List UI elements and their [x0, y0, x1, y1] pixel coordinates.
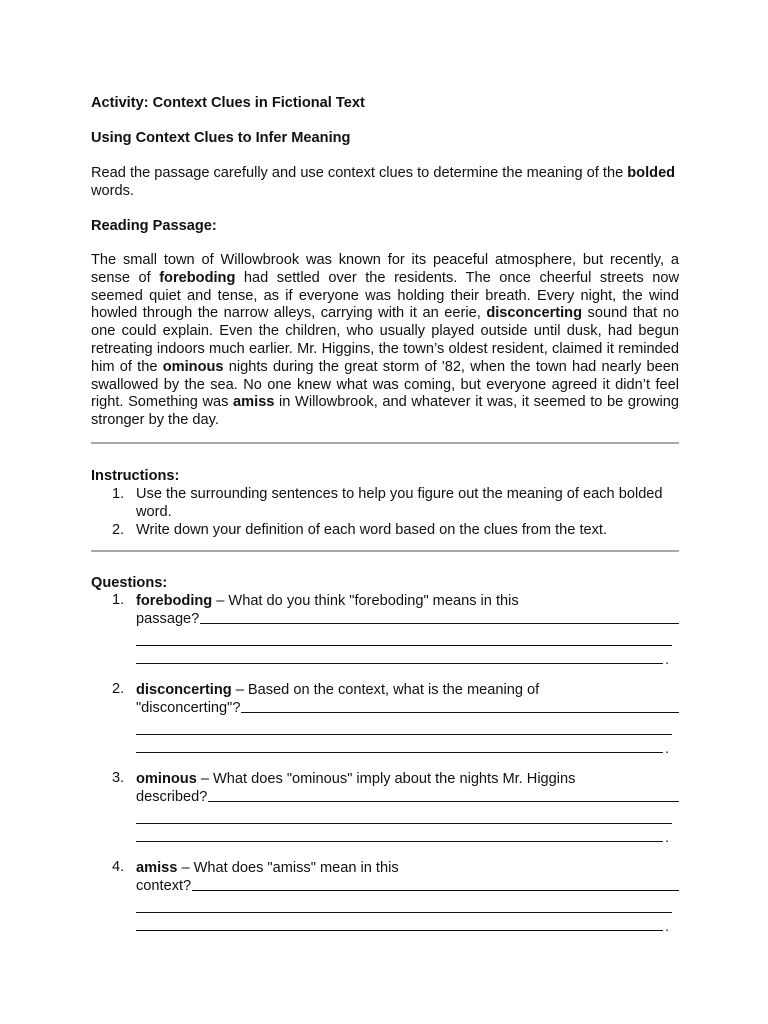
- answer-end-period: .: [665, 739, 669, 756]
- passage-segment: The small town of Willowbrook was known for its peaceful atmosphere, but recently, a sense of: [91, 252, 679, 286]
- page-subtitle: Using Context Clues to Infer Meaning: [91, 130, 351, 146]
- answer-first-line[interactable]: [136, 788, 679, 806]
- question-prompt: [136, 859, 679, 877]
- question-text-continued: passage?: [136, 610, 200, 627]
- instruction-number: 1.: [112, 485, 125, 502]
- question-item: [91, 680, 679, 756]
- instruction-item: [91, 521, 679, 539]
- answer-blank[interactable]: [200, 623, 679, 624]
- instruction-text: Use the surrounding sentences to help you figure out the meaning of each bolded word.: [136, 485, 663, 520]
- vocab-word-disconcerting: disconcerting: [486, 305, 583, 322]
- question-prompt: [136, 592, 679, 610]
- answer-line[interactable]: [136, 646, 669, 667]
- questions-heading: Questions:: [91, 574, 168, 591]
- divider: [91, 442, 679, 444]
- question-number: 4.: [112, 858, 125, 875]
- question-number: 2.: [112, 680, 125, 697]
- intro-bold-word: bolded: [627, 165, 676, 181]
- question-text: – What does "ominous" imply about the nights Mr. Higgins: [196, 770, 576, 787]
- question-text: – What do you think "foreboding" means in this: [212, 592, 519, 609]
- vocab-word-amiss: amiss: [233, 394, 275, 411]
- worksheet-page: [91, 92, 679, 948]
- answer-end-period: .: [665, 650, 669, 667]
- intro-part2: words.: [91, 183, 134, 199]
- answer-blank[interactable]: [241, 712, 679, 713]
- question-text-continued: "disconcerting"?: [136, 699, 241, 716]
- passage-segment: nights during the great storm of '82, when the town had nearly been swallowed by the sea. No one knew what was coming, but everyone agreed it didn’t feel right. Something was: [91, 358, 679, 411]
- question-word: ominous: [136, 770, 197, 787]
- question-text: – Based on the context, what is the meaning of: [231, 681, 540, 698]
- answer-line[interactable]: [136, 824, 669, 845]
- passage-segment: in Willowbrook, and whatever it was, it seemed to be growing stronger by the day.: [91, 394, 679, 429]
- question-word: disconcerting: [136, 681, 232, 698]
- question-item: [91, 858, 679, 934]
- answer-line[interactable]: [136, 913, 669, 934]
- question-number: 3.: [112, 769, 125, 786]
- vocab-word-foreboding: foreboding: [159, 269, 236, 286]
- answer-line[interactable]: [136, 717, 672, 735]
- answer-line[interactable]: [136, 895, 672, 913]
- reading-passage: [91, 252, 679, 430]
- intro-text: [91, 164, 679, 200]
- answer-line[interactable]: [136, 735, 669, 756]
- answer-blank[interactable]: [208, 801, 679, 802]
- question-word: amiss: [136, 859, 178, 876]
- question-prompt: [136, 681, 679, 699]
- question-prompt: [136, 770, 679, 788]
- question-item: [91, 769, 679, 845]
- vocab-word-ominous: ominous: [162, 358, 224, 375]
- answer-end-period: .: [665, 917, 669, 934]
- page-title: Activity: Context Clues in Fictional Text: [91, 95, 365, 111]
- instructions-list: [91, 485, 679, 539]
- answer-blank[interactable]: [192, 890, 679, 891]
- answer-first-line[interactable]: [136, 610, 679, 628]
- answer-line[interactable]: [136, 628, 672, 646]
- passage-segment: had settled over the residents. The once cheerful streets now seemed quiet and tense, as if everyone was holding their breath. Every night, the wind howled through the narrow alleys, carrying with it an eerie,: [91, 269, 679, 322]
- intro-part1: Read the passage carefully and use context clues to determine the meaning of the: [91, 165, 624, 181]
- instruction-item: [91, 485, 679, 521]
- passage-segment: sound that no one could explain. Even the children, who usually played outside until dusk, had begun retreating indoors much earlier. Mr. Higgins, the town’s oldest resident, claimed it reminded him of the: [91, 305, 679, 375]
- instruction-text: Write down your definition of each word based on the clues from the text.: [136, 521, 608, 538]
- passage-heading: Reading Passage:: [91, 218, 217, 234]
- question-text: – What does "amiss" mean in this: [177, 859, 399, 876]
- answer-line[interactable]: [136, 806, 672, 824]
- divider: [91, 550, 679, 552]
- question-item: [91, 591, 679, 667]
- question-number: 1.: [112, 591, 125, 608]
- instructions-heading: Instructions:: [91, 467, 180, 484]
- answer-first-line[interactable]: [136, 699, 679, 717]
- question-text-continued: described?: [136, 788, 208, 805]
- instruction-number: 2.: [112, 521, 125, 538]
- answer-first-line[interactable]: [136, 877, 679, 895]
- answer-end-period: .: [665, 828, 669, 845]
- question-text-continued: context?: [136, 877, 192, 894]
- question-word: foreboding: [136, 592, 213, 609]
- questions-list: [91, 591, 679, 934]
